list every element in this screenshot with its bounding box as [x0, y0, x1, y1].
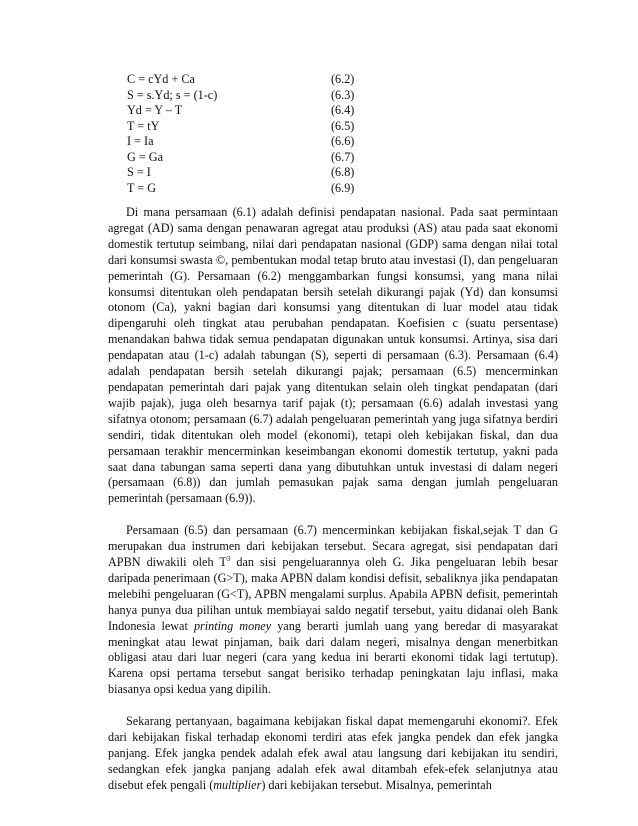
equation-row [127, 134, 387, 150]
italic-term: multiplier [213, 777, 262, 792]
paragraph-fiscal-policy [108, 523, 558, 698]
italic-term: printing money [193, 618, 272, 633]
equation-row [127, 181, 387, 197]
equation-row [127, 150, 387, 166]
equation-list [127, 72, 387, 196]
paragraph-text: dan sisi pengeluarannya oleh G. Jika pengeluaran lebih besar daripada penerimaan (G>T), maka APBN dalam kondisi defisit, sebaliknya jika pendapatan melebihi pengeluaran (G<T), APBN mengalami surplus. Apabila APBN defisit, pemerintah hanya punya dua pilihan untuk membiayai saldo negatif tersebut, yaitu didanai oleh Bank Indonesia lewat [108, 555, 558, 633]
paragraph-text: ) dari kebijakan tersebut. Misalnya, pemerintah [261, 777, 492, 792]
equation-formula: I = Ia [127, 134, 154, 148]
equation-formula: T = G [127, 180, 156, 195]
paragraph-text: Sekarang pertanyaan, bagaimana kebijakan fiskal dapat memengaruhi ekonomi?. Efek dari kebijakan fiskal terhadap ekonomi terdiri atas efek jangka pendek dan efek jangka panjang. Efek jangka pendek adalah efek awal atau langsung dari kebijakan itu sendiri, sedangkan efek jangka panjang adalah efek awal ditambah efek-efek selanjutnya atau disebut efek pengali ( [108, 714, 558, 792]
equation-formula: S = s.Yd; s = (1-c) [127, 87, 218, 102]
equation-row [127, 88, 387, 104]
equation-row [127, 165, 387, 181]
equation-number: (6.5) [331, 118, 355, 133]
equation-formula: S = I [127, 165, 151, 179]
equation-number: (6.6) [331, 134, 355, 148]
equation-formula: T = tY [127, 118, 160, 133]
equation-formula: Yd = Y – T [127, 103, 183, 117]
equation-number: (6.9) [331, 180, 355, 195]
equation-number: (6.7) [331, 149, 355, 164]
footnote-marker: 3 [226, 555, 231, 564]
equation-row [127, 103, 387, 119]
body-text [108, 205, 558, 810]
equation-number: (6.8) [331, 165, 355, 179]
paragraph-fiscal-effects [108, 714, 558, 794]
paragraph-text: Di mana persamaan (6.1) adalah definisi pendapatan nasional. Pada saat permintaan agregat (AD) sama dengan penawaran agregat atau produksi (AS) atau pada saat ekonomi domestik tertutup seimbang, nilai dari pendapatan nasional (GDP) sama dengan nilai total dari konsumsi swasta ©, pembentukan modal tetap bruto atau investasi (I), dan pengeluaran pemerintah (G). Persamaan (6.2) menggambarkan fungsi konsumsi, yang mana nilai konsumsi ditentukan oleh pendapatan bersih setelah dikurangi pajak (Yd) dan konsumsi otonom (Ca), yakni bagian dari konsumsi yang ditentukan di luar model atau tidak dipengaruhi oleh tingkat atau perubahan pendapatan. Koefisien c (suatu persentase) menandakan bahwa tidak semua pendapatan digunakan untuk konsumsi. Artinya, sisa dari pendapatan atau (1-c) adalah tabungan (S), seperti di persamaan (6.3). Persamaan (6.4) adalah pendapatan bersih setelah dikurangi pajak; persamaan (6.5) mencerminkan pendapatan pemerintah dari pajak yang ditentukan selain oleh tingkat pendapatan (dari wajib pajak), juga oleh besarnya tarif pajak (t); persamaan (6.6) adalah investasi yang sifatnya otonom; persamaan (6.7) adalah pengeluaran pemerintah yang juga sifatnya berdiri sendiri, tidak ditentukan oleh model (ekonomi), tetapi oleh kebijakan fiskal, dan dua persamaan terakhir mencerminkan keseimbangan ekonomi domestik tertutup, yakni pada saat dana tabungan sama seperti dana yang dibutuhkan untuk investasi di dalam negeri (persamaan (6.8)) dan jumlah pemasukan pajak sama dengan jumlah pengeluaran pemerintah (persamaan (6.9)). [108, 205, 558, 506]
equation-number: (6.3) [331, 87, 355, 102]
equation-formula: C = cYd + Ca [127, 72, 195, 86]
paragraph-national-income [108, 205, 558, 507]
equation-formula: G = Ga [127, 149, 163, 164]
paragraph-text: Persamaan (6.5) dan persamaan (6.7) mencerminkan kebijakan fiskal,sejak T dan G merupakan dua instrumen dari kebijakan tersebut. Secara agregat, sisi pendapatan dari APBN diwakili oleh T [108, 523, 558, 570]
equation-row [127, 119, 387, 135]
equation-row [127, 72, 387, 88]
paragraph-text: yang berarti jumlah uang yang beredar di masyarakat meningkat atau lewat pinjaman, baik dari dalam negeri, misalnya dengan menerbitkan obligasi atau dari luar negeri (cara yang kedua ini berarti ekonomi tidak lagi tertutup). Karena opsi pertama tersebut sangat berisiko terhadap peningkatan laju inflasi, maka biasanya opsi kedua yang dipilih. [108, 618, 558, 697]
equation-number: (6.4) [331, 103, 355, 117]
equation-number: (6.2) [331, 72, 355, 86]
